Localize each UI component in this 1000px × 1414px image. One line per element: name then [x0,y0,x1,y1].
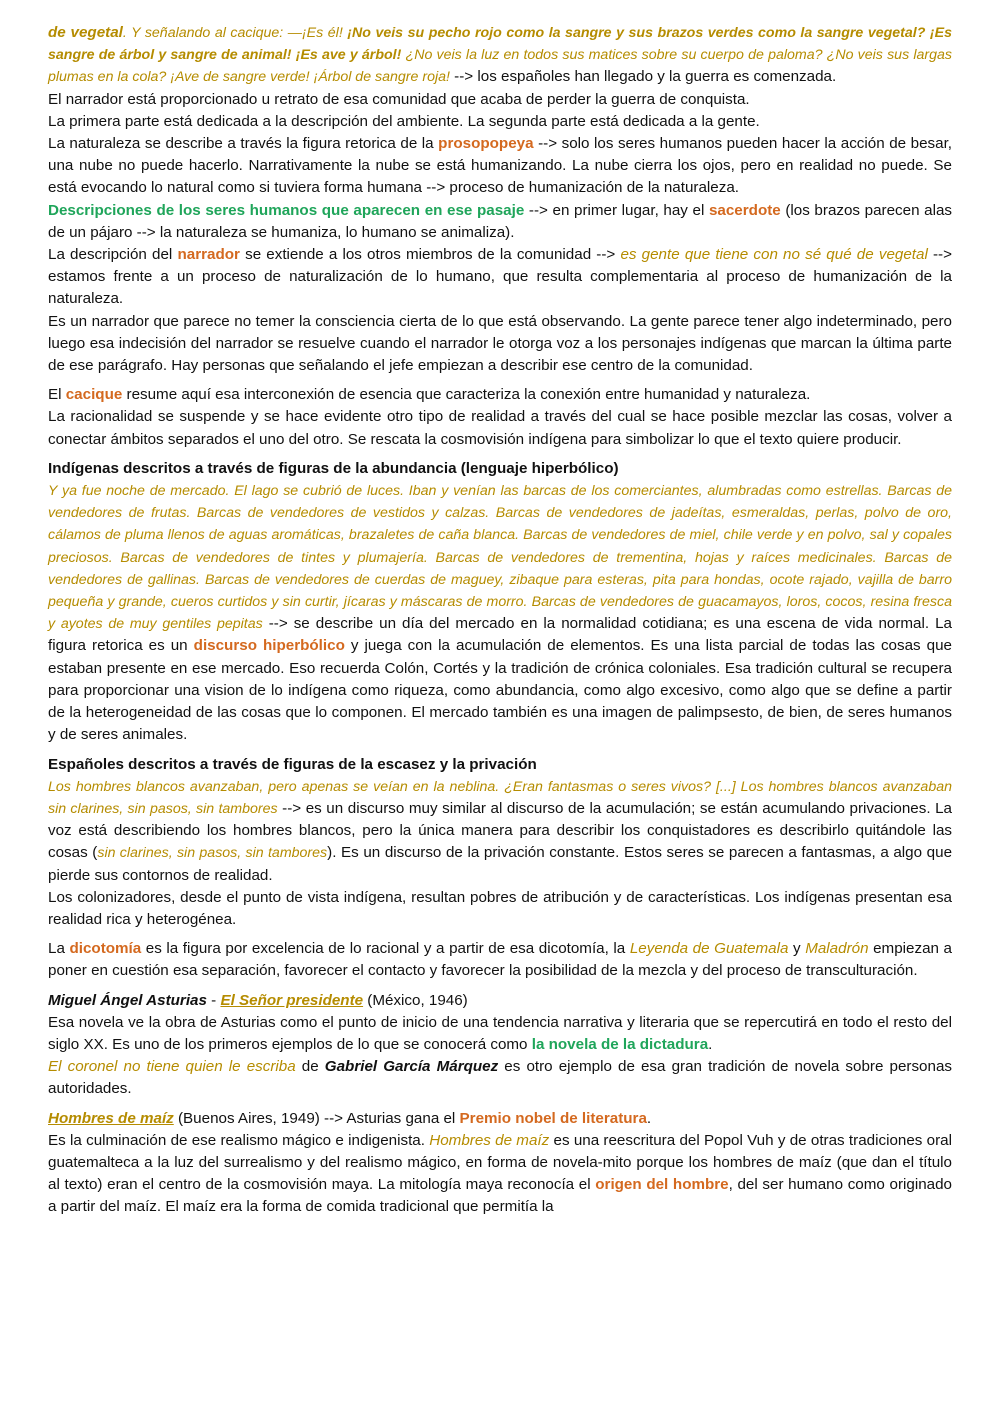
paragraph-prosopopeya: La naturaleza se describe a través la figura retorica de la prosopopeya --> solo los seres humanos pueden hacer la acción de besar, una nube no puede hacerlo. Narrativamente la nube se está humanizando. La nube cierra los ojos, pero en realidad no puede. Se está evocando lo natural como si tuviera forma humana --> proceso de humanización de la naturaleza. [48,135,953,197]
paragraph-culminacion: Es la culminación de ese realismo mágico e indigenista. Hombres de maíz es una reescritura del Popol Vuh y de otras tradiciones oral guatemalteca a la luz del surrealismo y del realismo mágico, en forma de novela-mito porque los hombres de maíz (que dan el título al texto) eran el centro de la cosmovisión maya. La mitología maya reconocía el origen del hombre, del ser humano como originado a partir del maíz. El maíz era la forma de comida tradicional que permitía la [48,1131,952,1216]
paragraph-partes: La primera parte está dedicada a la descripción del ambiente. La segunda parte está dedicada a la gente. [48,112,760,130]
paragraph-descripciones: Descripciones de los seres humanos que aparecen en ese pasaje --> en primer lugar, hay el sacerdote (los brazos parecen alas de un pájaro --> la naturaleza se humaniza, lo humano se animaliza). [48,201,952,241]
paragraph-mercado: Y ya fue noche de mercado. El lago se cubrió de luces. Iban y venían las barcas de los comerciantes, alumbradas como estrellas. Barcas de vendedores de frutas. Barcas de vendedores de vestidos y calzas. Barcas de vendedores de jadeítas, esmeraldas, perlas, polvo de oro, cálamos de pluma llenos de aguas aromáticas, brazaletes de caña blanca. Barcas de vendedores de miel, chile verde y en polvo, sal y copales preciosos. Barcas de vendedores de tintes y plumajería. Barcas de vendedores de trementina, hojas y raíces medicinales. Barcas de vendedores de gallinas. Barcas de vendedores de cuerdas de maguey, zibaque para esteras, pita para hondas, ocote rajado, vajilla de barro pequeña y grande, cueros curtidos y sin curtir, jícaras y máscaras de morro. Barcas de vendedores de guacamayos, loros, cocos, resina fresca y ayotes de muy gentiles pepitas --> se describe un día del mercado en la normalidad cotidiana; es una escena de vida normal. La figura retorica es un discurso hiperbólico y juega con la acumulación de elementos. Es una lista parcial de todas las cosas que estaban presente en ese mercado. Eso recuerda Colón, Cortés y la tradición de crónica coloniales. Esa tradición cultural se recupera para proporcionar una vision de lo indígena como riqueza, como abundancia, como algo excesivo, como algo que se define a partir de la heterogeneidad de las cosas que lo componen. El mercado también es una imagen de palimpsesto, de bien, de seres humanos y de seres animales. [48,483,953,744]
author-asturias: Miguel Ángel Asturias [48,991,207,1009]
term-origen-del-hombre: origen del hombre [595,1176,729,1194]
paragraph-retrato: El narrador está proporcionado u retrato de esa comunidad que acaba de perder la guerra de conquista. [48,90,750,108]
term-novela-dictadura: la novela de la dictadura [531,1035,709,1053]
link-hombres-de-maiz[interactable]: Hombres de maíz [48,1109,174,1127]
term-cacique: cacique [65,386,123,404]
paragraph-quote-cacique: de vegetal. Y señalando al cacique: —¡Es él! ¡No veis su pecho rojo como la sangre y sus brazos verdes como la sangre vegetal? ¡Es sangre de árbol y sangre de animal! ¡Es ave y árbol! ¿No veis la luz en todos sus matices sobre su cuerpo de paloma? ¿No veis sus largas plumas en la cola? ¡Ave de sangre verde! ¡Árbol de sangre roja! --> los españoles han llegado y la guerra es comenzada. [48,24,952,86]
link-senor-presidente[interactable]: El Señor presidente [220,991,364,1009]
paragraph-hombres-blancos: Los hombres blancos avanzaban, pero apenas se veían en la neblina. ¿Eran fantasmas o seres vivos? [...] Los hombres blancos avanzaban sin clarines, sin pasos, sin tambores --> es un discurso muy similar al discurso de la acumulación; se están acumulando privaciones. La voz está describiendo los hombres blancos, pero la única manera para describir los conquistadores es describirlo quitándole las cosas (sin clarines, sin pasos, sin tambores). Es un discurso de la privación constante. Estos seres se parecen a fantasmas, a algo que pierde sus contornos de realidad. [48,778,953,884]
term-dicotomia: dicotomía [69,940,142,958]
heading-hombres-de-maiz: Hombres de maíz (Buenos Aires, 1949) --> Asturias gana el Premio nobel de literatura. [48,1109,652,1127]
term-sacerdote: sacerdote [708,201,781,219]
paragraph-cacique: El cacique resume aquí esa interconexión de esencia que caracteriza la conexión entre humanidad y naturaleza. [48,386,811,404]
term-discurso-hiperbolico: discurso hiperbólico [193,637,345,655]
heading-senor-presidente: Miguel Ángel Asturias - El Señor presidente (México, 1946) [48,991,468,1009]
document-page [48,22,952,1219]
paragraph-narrador: La descripción del narrador se extiende a los otros miembros de la comunidad --> es gente que tiene con no sé qué de vegetal --> estamos frente a un proceso de naturalización de lo humano, que resulta complementaria al proceso de humanización de la naturaleza. [48,246,952,308]
paragraph-consciencia: Es un narrador que parece no temer la consciencia cierta de lo que está observando. La gente parece tener algo indeterminado, pero luego esa indecisión del narrador se resuelve cuando el narrador le otorga voz a los personajes indígenas que marcan la última parte de ese parágrafo. Hay personas que señalando el jefe empiezan a describir ese centro de la comunidad. [48,312,952,375]
heading-abundancia: Indígenas descritos a través de figuras de la abundancia (lenguaje hiperbólico) [48,459,619,477]
heading-descripciones: Descripciones de los seres humanos que aparecen en ese pasaje [48,201,525,219]
paragraph-novela-dictadura: Esa novela ve la obra de Asturias como el punto de inicio de una tendencia narrativa y literaria que se repercutirá en todo el resto del siglo XX. Es uno de los primeros ejemplos de lo que se conocerá como la novela de la dictadura. [48,1013,952,1053]
paragraph-coronel: El coronel no tiene quien le escriba de Gabriel García Márquez es otro ejemplo de esa gran tradición de novela sobre personas autoridades. [48,1058,952,1098]
term-narrador: narrador [177,246,240,264]
term-prosopopeya: prosopopeya [438,135,534,153]
paragraph-dicotomia: La dicotomía es la figura por excelencia de lo racional y a partir de esa dicotomía, la Leyenda de Guatemala y Maladrón empiezan a poner en cuestión esa separación, favorecer el contacto y favorecer la posibilidad de la mezcla y del proceso de transculturación. [48,940,952,980]
heading-escasez: Españoles descritos a través de figuras de la escasez y la privación [48,755,537,773]
term-premio-nobel: Premio nobel de literatura [459,1109,647,1127]
author-garcia-marquez: Gabriel García Márquez [324,1058,499,1076]
paragraph-colonizadores: Los colonizadores, desde el punto de vista indígena, resultan pobres de atribución y de características. Los indígenas presentan esa realidad rica y heterogénea. [48,888,952,928]
paragraph-racionalidad: La racionalidad se suspende y se hace evidente otro tipo de realidad a través del cual se hace posible mezclar las cosas, volver a conectar ámbitos separados el uno del otro. Se rescata la cosmovisión indígena para simbolizar lo que el texto quiere producir. [48,408,952,448]
